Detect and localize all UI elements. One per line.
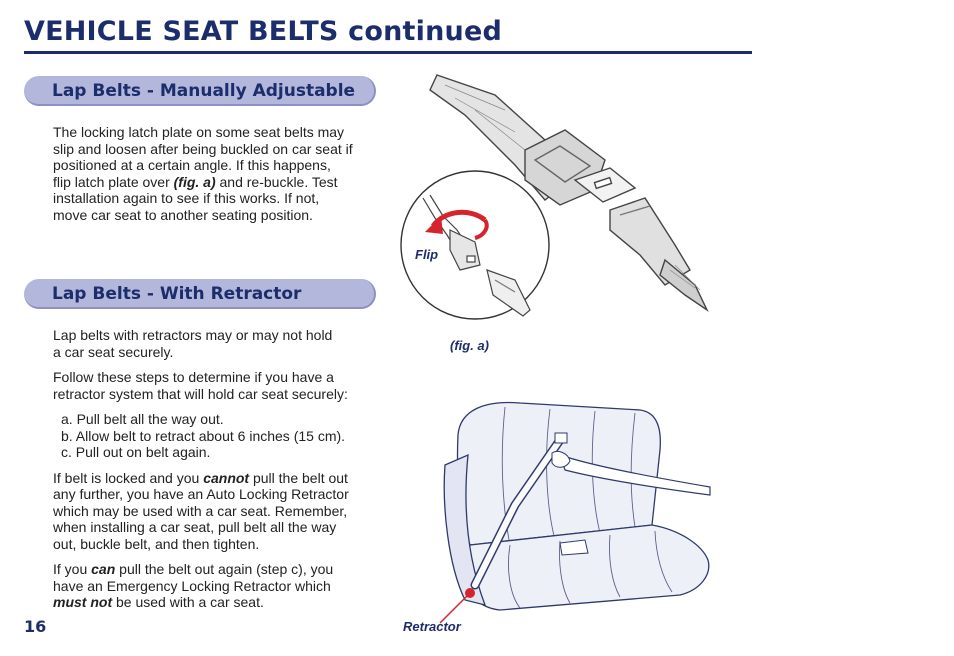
body-line: any further, you have an Auto Locking Retractor: [53, 486, 349, 502]
body-line: out, buckle belt, and then tighten.: [53, 535, 260, 552]
body-fragment: and re-buckle. Test: [215, 173, 338, 190]
emphasis-cannot: cannot: [203, 469, 250, 486]
retractor-label: Retractor: [403, 619, 461, 634]
list-item: b. Allow belt to retract about 6 inches (15 cm).: [61, 427, 346, 444]
body-fragment: If belt is locked and you: [53, 469, 204, 486]
body-line: [53, 470, 349, 487]
body-fragment: If you: [53, 561, 92, 577]
fig-reference: (fig. a): [173, 173, 216, 190]
body-line: move car seat to another seating position.: [53, 206, 313, 223]
flip-label: Flip: [415, 247, 439, 262]
section-heading-manual-label: Lap Belts - Manually Adjustable: [52, 81, 356, 101]
body-line: [53, 174, 353, 191]
emphasis-must-not: must not: [53, 594, 113, 610]
body-fragment: be used with a car seat.: [112, 594, 264, 610]
body-line: slip and loosen after being buckled on car seat if: [53, 140, 353, 157]
emphasis-can: can: [91, 561, 116, 577]
section-retractor-body: [53, 327, 349, 611]
body-line: installation again to see if this works. If not,: [53, 190, 320, 206]
body-line: have an Emergency Locking Retractor which: [53, 577, 331, 594]
body-line: a car seat securely.: [53, 343, 174, 360]
section-manual-body: [53, 124, 353, 223]
body-line: positioned at a certain angle. If this happens,: [53, 157, 331, 173]
body-line: The locking latch plate on some seat belts may: [53, 124, 345, 140]
body-fragment: pull the belt out again (step c), you: [115, 561, 334, 577]
section-heading-retractor: [24, 279, 376, 309]
fig-a-caption: (fig. a): [450, 338, 489, 353]
bench-seat-illustration: [440, 395, 720, 625]
body-line: Follow these steps to determine if you have a: [53, 369, 334, 385]
page-title: VEHICLE SEAT BELTS continued: [24, 16, 502, 47]
section-heading-manual: [24, 76, 376, 106]
page-number: 16: [24, 617, 47, 636]
body-line: Lap belts with retractors may or may not hold: [53, 327, 333, 343]
list-item: a. Pull belt all the way out.: [61, 411, 224, 427]
body-line: [53, 561, 349, 578]
buckle-illustration: [395, 70, 725, 345]
body-fragment: pull the belt out: [249, 469, 348, 486]
list-item: c. Pull out on belt again.: [61, 444, 211, 460]
title-divider: [24, 51, 752, 54]
body-line: which may be used with a car seat. Remember,: [53, 502, 348, 519]
steps-list: [53, 411, 349, 461]
body-line: [53, 594, 349, 611]
body-line: when installing a car seat, pull belt all the way: [53, 519, 337, 535]
body-fragment: flip latch plate over: [53, 173, 174, 190]
section-heading-retractor-label: Lap Belts - With Retractor: [52, 284, 302, 304]
body-line: retractor system that will hold car seat securely:: [53, 385, 348, 402]
